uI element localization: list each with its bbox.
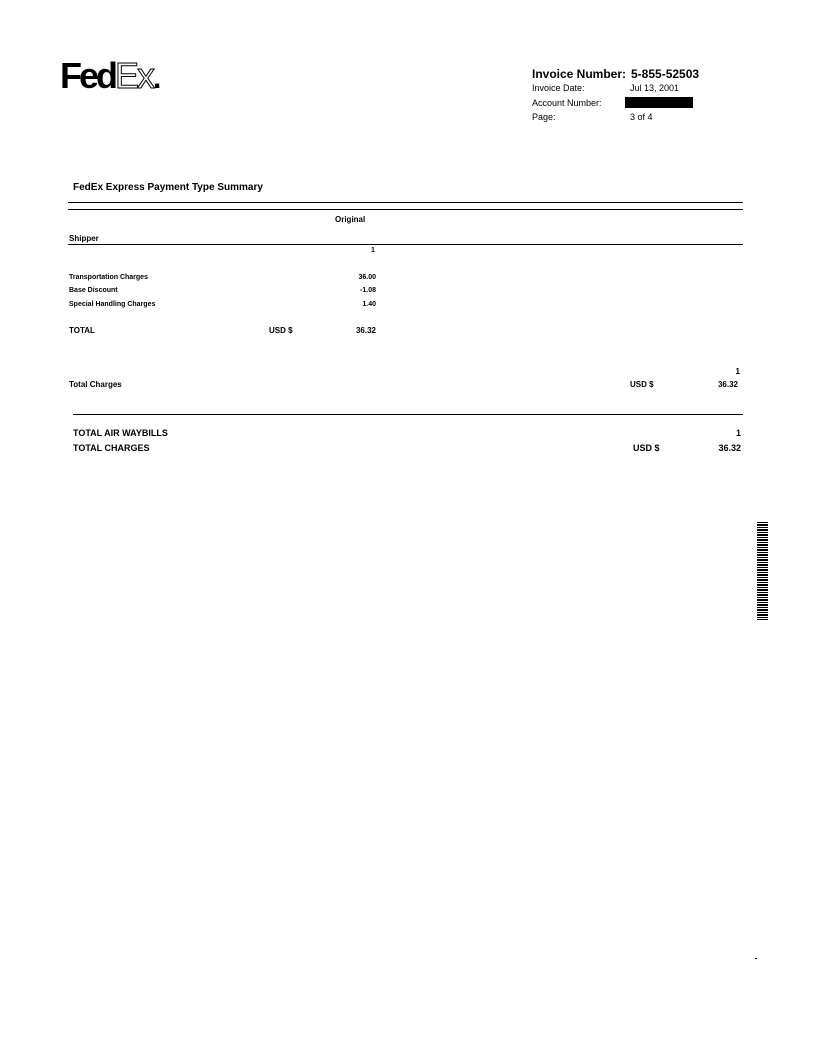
column-header-original: Original [335, 215, 366, 224]
page-value: 3 of 4 [630, 112, 653, 122]
grand-totals-divider [73, 414, 743, 415]
title-divider-bottom [68, 209, 743, 210]
total-currency: USD $ [269, 326, 293, 335]
invoice-number-value: 5-855-52503 [631, 67, 700, 81]
total-charges-value: 36.32 [717, 380, 738, 389]
section-label-shipper: Shipper [69, 234, 99, 243]
invoice-date-label: Invoice Date: [532, 83, 585, 93]
logo-fed: Fed [60, 55, 116, 96]
logo-dot: . [153, 62, 159, 95]
section-divider [68, 244, 743, 245]
page-label: Page: [532, 112, 556, 122]
total-charges-label: Total Charges [69, 380, 122, 389]
grand-total-charges-value: 36.32 [718, 443, 741, 453]
invoice-date-value: Jul 13, 2001 [630, 83, 680, 93]
account-number-redaction [625, 97, 693, 108]
row-label-transportation: Transportation Charges [69, 274, 148, 281]
account-number-label: Account Number: [532, 98, 602, 108]
invoice-number-label: Invoice Number: [532, 67, 627, 81]
logo-ex: Ex [115, 55, 154, 96]
row-label-special-handling: Special Handling Charges [69, 301, 156, 308]
title-divider-top [68, 202, 743, 203]
fedex-logo [60, 55, 159, 96]
row-value-special-handling: 1.40 [362, 301, 376, 308]
barcode-graphic [757, 522, 768, 620]
page-mark [755, 958, 757, 959]
total-air-waybills-value: 1 [735, 428, 741, 438]
total-label: TOTAL [69, 326, 95, 335]
total-air-waybills-label: TOTAL AIR WAYBILLS [73, 428, 168, 438]
row-value-transportation: 36.00 [358, 274, 376, 281]
total-charges-count: 1 [735, 367, 740, 376]
grand-total-charges-label: TOTAL CHARGES [73, 443, 150, 453]
row-label-base-discount: Base Discount [69, 287, 118, 294]
total-charges-currency: USD $ [630, 380, 654, 389]
summary-title: FedEx Express Payment Type Summary [73, 182, 263, 193]
shipper-count: 1 [371, 247, 375, 254]
total-value: 36.32 [355, 326, 376, 335]
grand-total-charges-currency: USD $ [633, 443, 660, 453]
row-value-base-discount: -1.08 [360, 287, 376, 294]
